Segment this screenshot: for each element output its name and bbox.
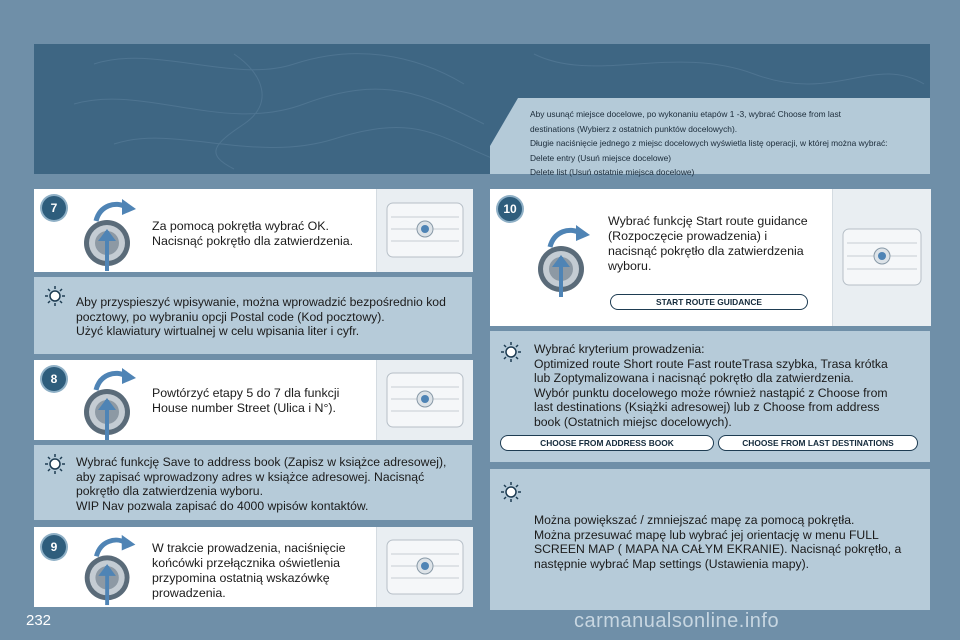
header-note-line: Delete list (Usuń ostatnie miejsca docelowe) — [530, 167, 695, 178]
rotary-knob-icon — [82, 531, 142, 607]
tip-line: aby zapisać wprowadzony adres w książce adresowej. Nacisnąć — [76, 469, 425, 484]
tip-2-card — [34, 445, 472, 520]
step-badge: 8 — [42, 367, 66, 391]
step-text — [152, 541, 346, 601]
tip-line: Użyć klawiatury wirtualnej w celu wpisania liter i cyfr. — [76, 324, 360, 339]
start-route-guidance-button[interactable]: START ROUTE GUIDANCE — [610, 294, 808, 310]
watermark: carmanualsonline.info — [574, 610, 780, 632]
radio-panel-icon — [376, 189, 473, 272]
step-text — [608, 214, 808, 274]
light-bulb-icon — [500, 481, 522, 503]
tip-line: book (Ostatnich miejsc docelowych). — [534, 414, 732, 429]
tip-line: Można powiększać / zmniejszać mapę za pomocą pokrętła. — [534, 513, 855, 527]
tip-line: Wybrać kryterium prowadzenia: — [534, 342, 705, 356]
step-text — [152, 219, 353, 249]
step-7-card — [34, 189, 472, 272]
step-line: W trakcie prowadzenia, naciśnięcie — [152, 541, 346, 555]
choose-from-address-book-button[interactable]: CHOOSE FROM ADDRESS BOOK — [500, 435, 714, 451]
tip-line: następnie wybrać Map settings (Ustawienia mapy). — [534, 556, 810, 571]
header-note-line: Aby usunąć miejsce docelowe, po wykonaniu etapów 1 -3, wybrać Choose from last — [530, 109, 841, 119]
step-text — [152, 386, 339, 416]
step-line: Za pomocą pokrętła wybrać OK. — [152, 219, 329, 233]
tip-line: Aby przyspieszyć wpisywanie, można wprowadzić bezpośrednio kod — [76, 295, 446, 309]
step-line: Nacisnąć pokrętło dla zatwierdzenia. — [152, 234, 354, 248]
tip-4-card — [490, 469, 930, 610]
step-line: wyboru. — [608, 259, 652, 273]
step-line: przypomina ostatnią wskazówkę — [152, 571, 330, 585]
step-8-card — [34, 360, 472, 440]
tip-1-card — [34, 277, 472, 354]
step-line: prowadzenia. — [152, 586, 226, 600]
rotary-knob-icon — [82, 195, 142, 273]
step-badge: 10 — [498, 197, 522, 221]
step-line: (Rozpoczęcie prowadzenia) i — [608, 229, 768, 243]
tip-line: Wybrać funkcję Save to address book (Zapisz w książce adresowej), — [76, 455, 447, 469]
light-bulb-icon — [44, 453, 66, 475]
tip-text — [76, 295, 446, 339]
step-badge: 7 — [42, 196, 66, 220]
tip-line: SCREEN MAP ( MAPA NA CAŁYM EKRANIE). Nacisnąć pokrętło, a — [534, 542, 902, 557]
tip-line: pokrętło dla zatwierdzenia wyboru. — [76, 484, 263, 499]
radio-panel-icon — [376, 360, 473, 440]
step-line: końcówki przełącznika oświetlenia — [152, 556, 341, 570]
light-bulb-icon — [500, 341, 522, 363]
header-note-line: destinations (Wybierz z ostatnich punktów docelowych). — [530, 123, 738, 134]
step-badge: 9 — [42, 535, 66, 559]
step-line: House number Street (Ulica i N°). — [152, 401, 336, 415]
tip-text — [534, 342, 888, 430]
tip-text — [534, 513, 901, 571]
tip-line: WIP Nav pozwala zapisać do 4000 wpisów kontaktów. — [76, 498, 369, 513]
step-9-card — [34, 527, 472, 607]
radio-panel-icon — [376, 527, 473, 607]
tip-line: Optimized route Short route Fast routeTrasa szybka, Trasa krótka — [534, 356, 888, 371]
light-bulb-icon — [44, 285, 66, 307]
rotary-knob-icon — [536, 219, 596, 301]
tip-line: last destinations (Książki adresowej) lub z Choose from address — [534, 400, 880, 415]
header-note — [530, 107, 926, 180]
tip-3-card — [490, 331, 930, 462]
tip-text — [76, 455, 446, 513]
page-number: 232 — [26, 612, 52, 629]
tip-line: lub Zoptymalizowana i nacisnąć pokrętło dla zatwierdzenia. — [534, 371, 854, 386]
choose-from-last-destinations-button[interactable]: CHOOSE FROM LAST DESTINATIONS — [718, 435, 918, 451]
tip-line: Można przesuwać mapę lub wybrać jej orientację w menu FULL — [534, 527, 879, 542]
tip-line: pocztowy, po wybraniu opcji Postal code (Kod pocztowy). — [76, 309, 385, 324]
header-note-line: Długie naciśnięcie jednego z miejsc docelowych wyświetla listę operacji, w której można wybrać: — [530, 138, 888, 149]
step-line: nacisnąć pokrętło dla zatwierdzenia — [608, 244, 804, 258]
header-note-line: Delete entry (Usuń miejsce docelowe) — [530, 152, 672, 163]
step-line: Powtórzyć etapy 5 do 7 dla funkcji — [152, 386, 340, 400]
rotary-knob-icon — [82, 364, 142, 442]
step-line: Wybrać funkcję Start route guidance — [608, 214, 808, 228]
tip-line: Wybór punktu docelowego może również nastąpić z Choose from — [534, 385, 888, 400]
radio-panel-icon — [832, 189, 931, 326]
step-10-card — [490, 189, 930, 326]
